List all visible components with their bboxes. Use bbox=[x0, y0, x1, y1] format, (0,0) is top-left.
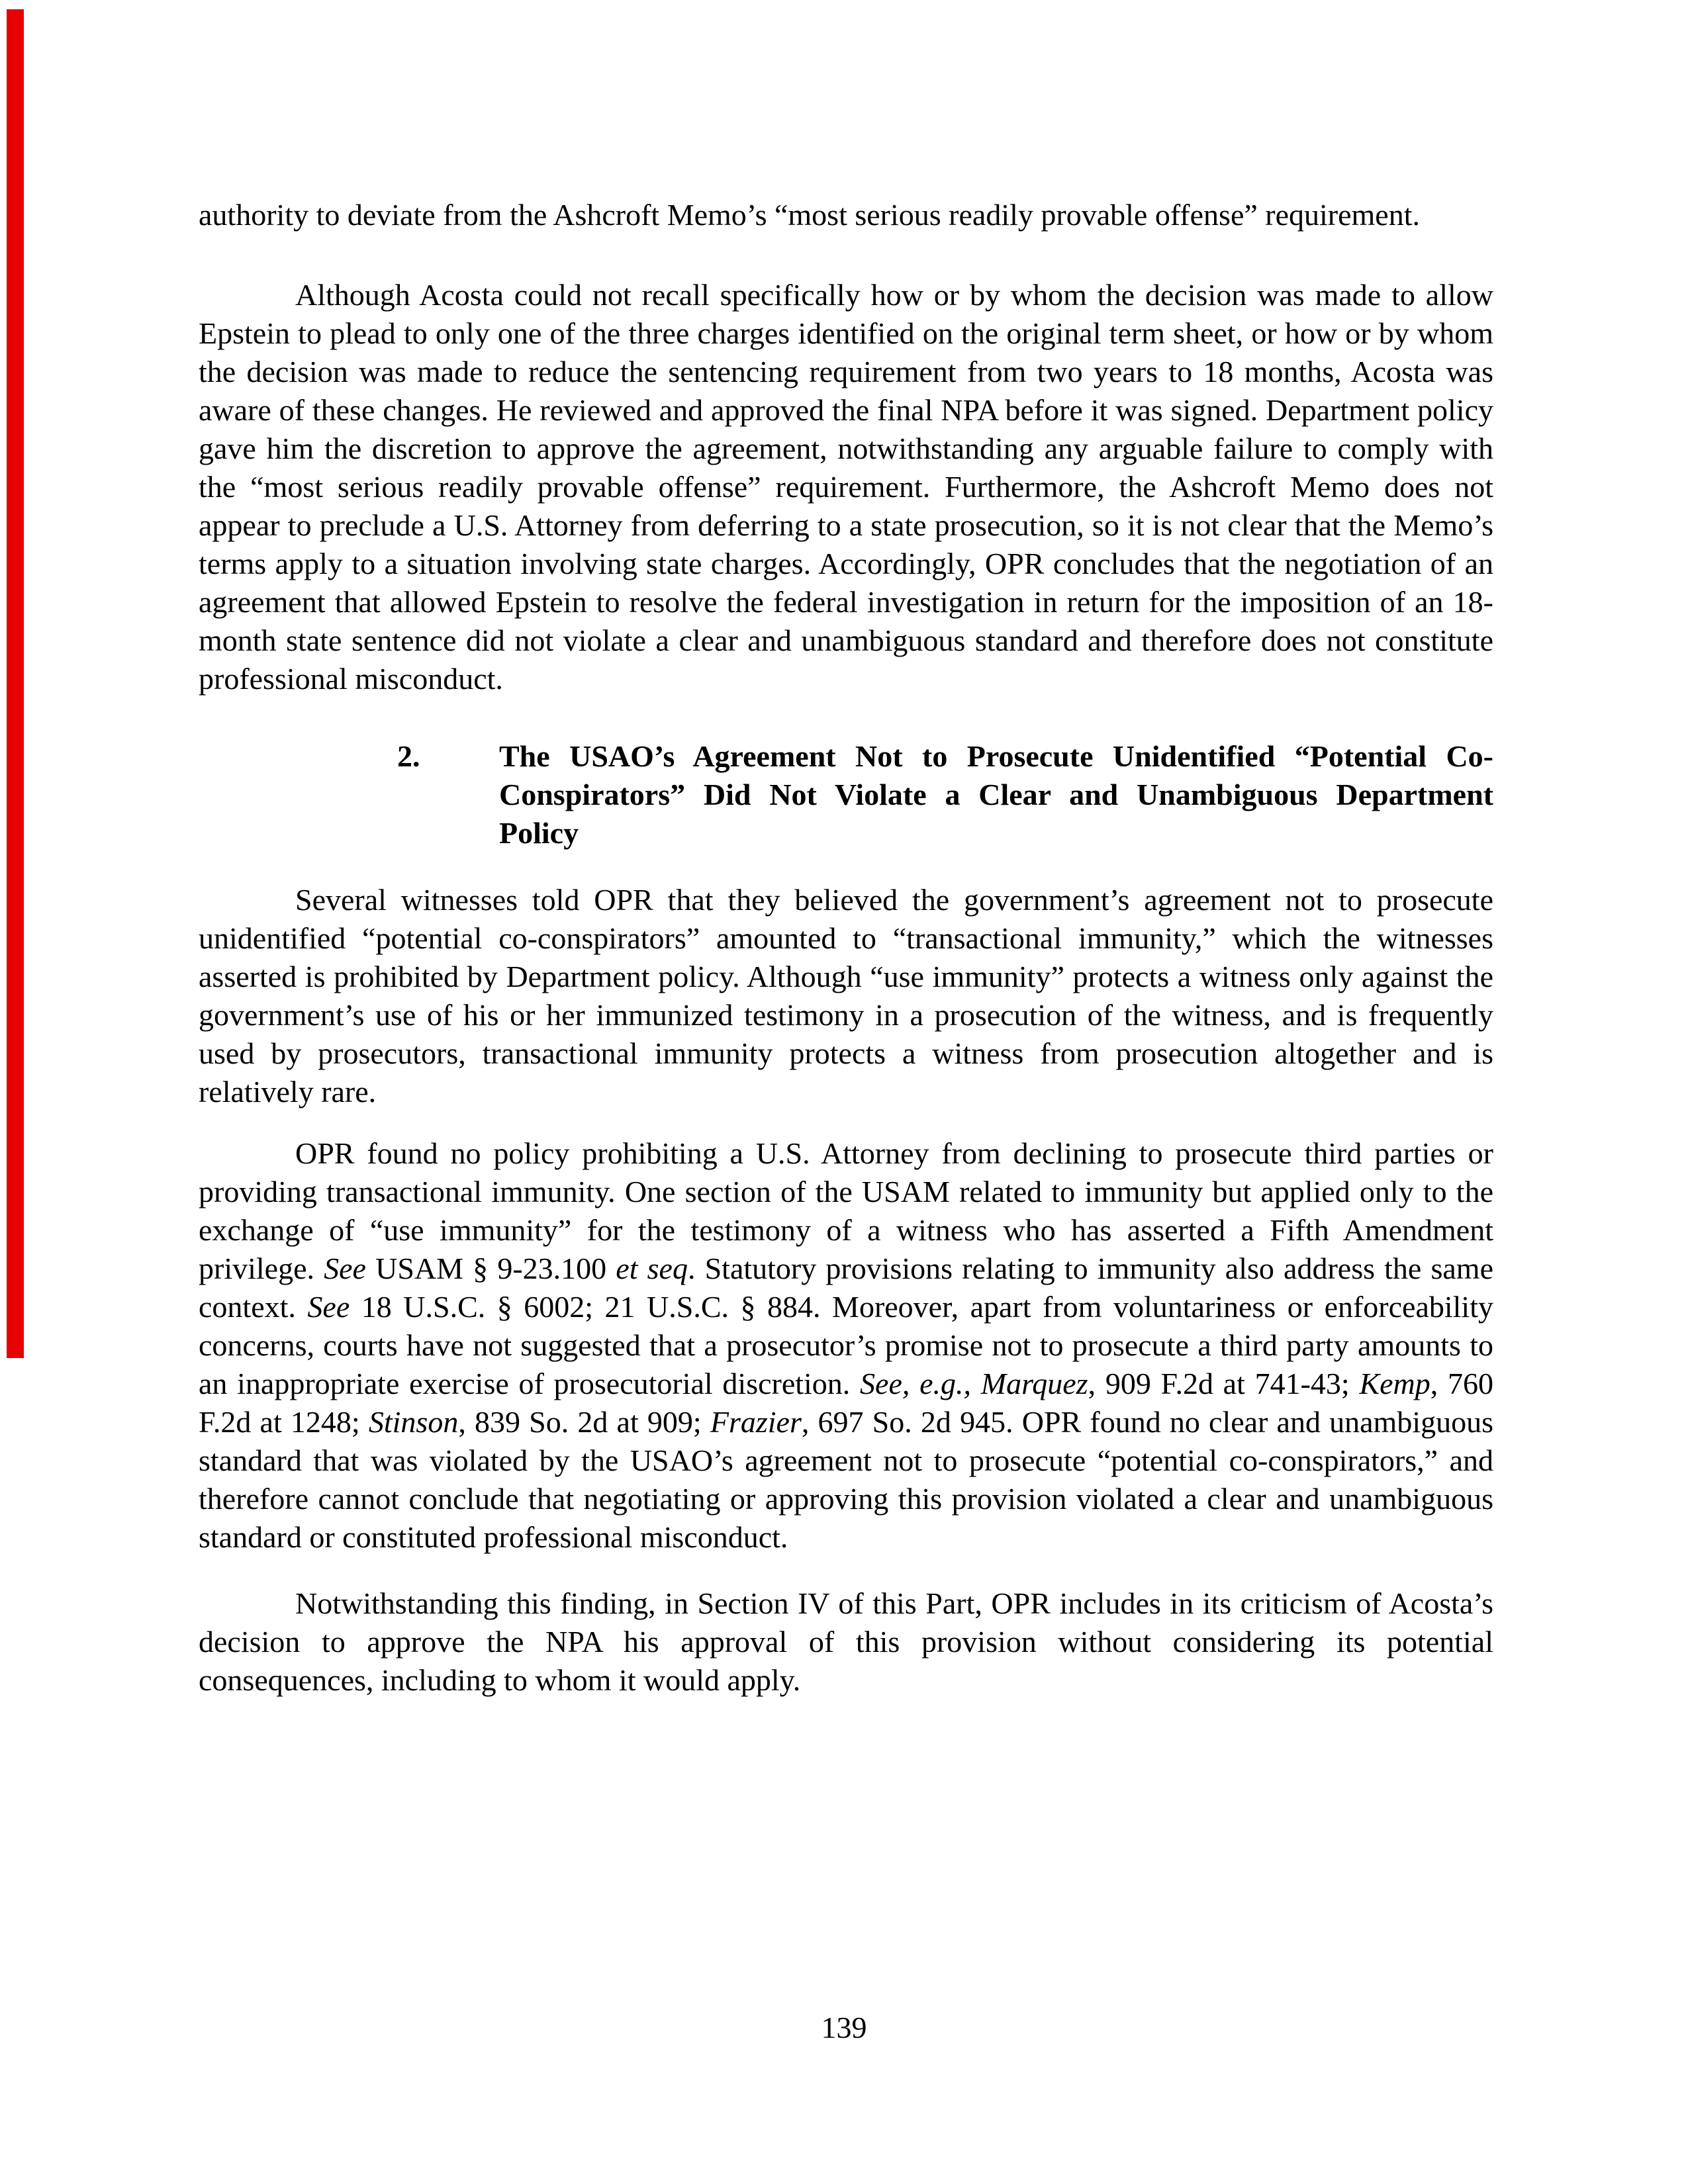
section-heading bbox=[397, 737, 1493, 852]
section-heading-text: The USAO’s Agreement Not to Prosecute Unidentified “Potential Co-Conspirators” Did Not Violate a Clear and Unambiguous Department Policy bbox=[499, 739, 1493, 850]
page-number: 139 bbox=[821, 2011, 867, 2044]
paragraph: Although Acosta could not recall specifically how or by whom the decision was made to allow Epstein to plead to only one of the three charges identified on the original term sheet, or how or by whom the decision was made to reduce the sentencing requirement from two years to 18 months, Acosta was aware of these changes. He reviewed and approved the final NPA before it was signed. Department policy gave him the discretion to approve the agreement, notwithstanding any arguable failure to comply with the “most serious readily provable offense” requirement. Furthermore, the Ashcroft Memo does not appear to preclude a U.S. Attorney from deferring to a state prosecution, so it is not clear that the Memo’s terms apply to a situation involving state charges. Accordingly, OPR concludes that the negotiation of an agreement that allowed Epstein to resolve the federal investigation in return for the imposition of an 18-month state sentence did not violate a clear and unambiguous standard and therefore does not constitute professional misconduct. bbox=[199, 278, 1493, 696]
paragraph: OPR found no policy prohibiting a U.S. Attorney from declining to prosecute third parties or providing transactional immunity. One section of the USAM related to immunity but applied only to the exchange of “use immunity” for the testimony of a witness who has asserted a Fifth Amendment privilege. See USAM § 9-23.100 et seq. Statutory provisions relating to immunity also address the same context. See 18 U.S.C. § 6002; 21 U.S.C. § 884. Moreover, apart from voluntariness or enforceability concerns, courts have not suggested that a prosecutor’s promise not to prosecute a third party amounts to an inappropriate exercise of prosecutorial discretion. See, e.g., Marquez, 909 F.2d at 741-43; Kemp, 760 F.2d at 1248; Stinson, 839 So. 2d at 909; Frazier, 697 So. 2d 945. OPR found no clear and unambiguous standard that was violated by the USAO’s agreement not to prosecute “potential co-conspirators,” and therefore cannot conclude that negotiating or approving this provision violated a clear and unambiguous standard or constituted professional misconduct. bbox=[199, 1136, 1494, 1554]
section-number: 2. bbox=[397, 739, 420, 773]
paragraph-continuation: authority to deviate from the Ashcroft Memo’s “most serious readily provable offense” requirement. bbox=[199, 198, 1421, 232]
paragraph: Notwithstanding this finding, in Section IV of this Part, OPR includes in its criticism of Acosta’s decision to approve the NPA his approval of this provision without considering its potential consequences, including to whom it would apply. bbox=[199, 1586, 1493, 1697]
red-margin-bar bbox=[7, 9, 24, 1358]
paragraph: Several witnesses told OPR that they believed the government’s agreement not to prosecute unidentified “potential co-conspirators” amounted to “transactional immunity,” which the witnesses asserted is prohibited by Department policy. Although “use immunity” protects a witness only against the government’s use of his or her immunized testimony in a prosecution of the witness, and is frequently used by prosecutors, transactional immunity protects a witness from prosecution altogether and is relatively rare. bbox=[199, 883, 1493, 1109]
page-body bbox=[199, 196, 1493, 1700]
